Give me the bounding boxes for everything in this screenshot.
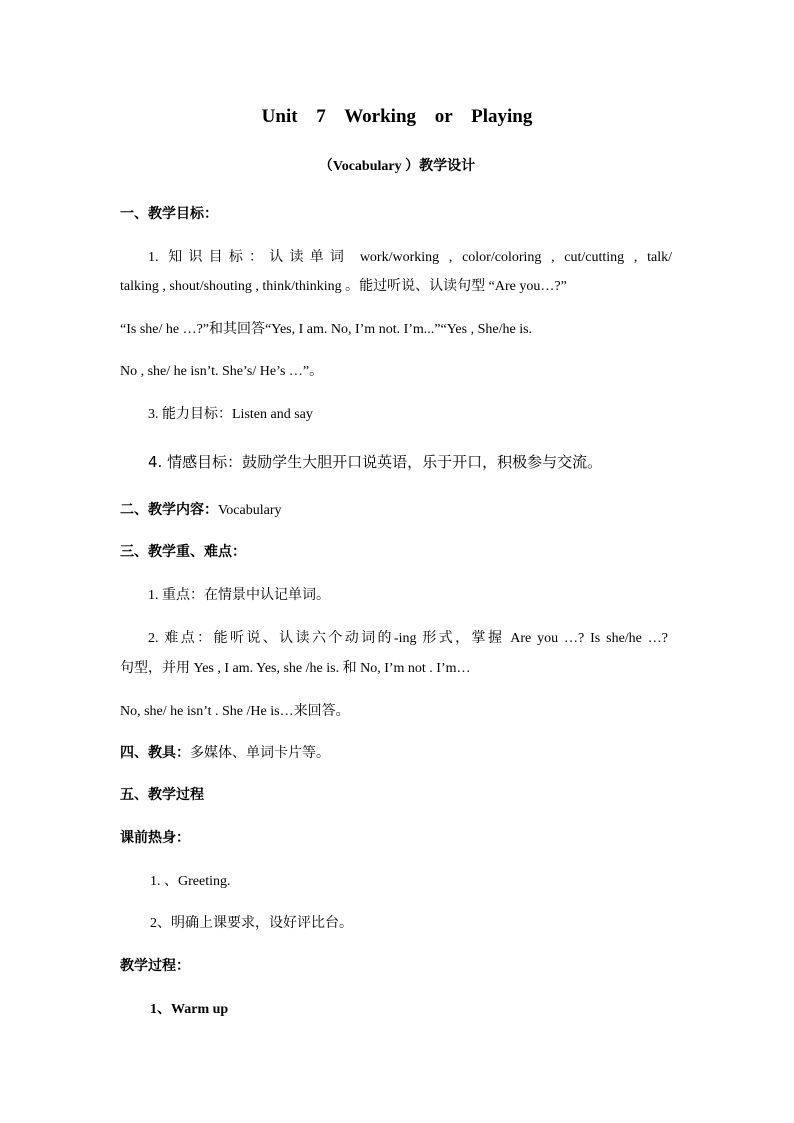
difficulty-line-3: No, she/ he isn’t . She /He is…来回答。	[120, 704, 350, 719]
knowledge-objective-line-3: “Is she/ he …?”和其回答“Yes, I am. No, I’m not. I’m...”“Yes , She/he is.	[120, 322, 533, 337]
document-title: Unit 7 Working or Playing	[261, 106, 533, 127]
difficulty-line-2: 句型，并用 Yes , I am. Yes, she /he is. 和 No, I’m not . I’m…	[120, 661, 471, 676]
warmup-item-1: 1. 、Greeting.	[150, 874, 231, 889]
aids-value: 多媒体、单词卡片等。	[190, 746, 330, 761]
knowledge-objective-line-1: 1. 知识目标：认读单词 work/working , color/coloring , cut/cutting , talk/	[148, 250, 672, 265]
ability-objective: 3. 能力目标：Listen and say	[148, 407, 313, 422]
section-heading-aids: 四、教具：	[120, 746, 190, 761]
document-subtitle: （Vocabulary ）教学设计	[318, 159, 476, 174]
difficulty-line-1: 2. 难点：能听说、认读六个动词的-ing 形式，掌握 Are you …? Is she/he …?	[148, 631, 668, 646]
process-step-1: 1、Warm up	[150, 1002, 229, 1017]
knowledge-objective-line-4: No , she/ he isn’t. She’s/ He’s …”。	[120, 364, 324, 379]
warmup-heading: 课前热身：	[120, 831, 190, 846]
content-row	[120, 502, 282, 520]
key-point: 1. 重点：在情景中认记单词。	[148, 588, 330, 603]
knowledge-objective-line-2: talking , shout/shouting , think/thinking 。能过听说、认读句型 “Are you…?”	[120, 279, 567, 294]
aids-row	[120, 745, 330, 763]
section-heading-content: 二、教学内容：	[120, 503, 218, 518]
emotion-objective: 4. 情感目标：鼓励学生大胆开口说英语，乐于开口，积极参与交流。	[148, 453, 603, 471]
section-heading-key-points: 三、教学重、难点：	[120, 545, 246, 560]
warmup-item-2: 2、明确上课要求，设好评比台。	[150, 916, 353, 931]
content-value: Vocabulary	[218, 503, 282, 518]
process-heading: 教学过程：	[120, 959, 190, 974]
section-heading-objectives: 一、教学目标：	[120, 207, 218, 222]
section-heading-process: 五、教学过程	[120, 788, 204, 803]
